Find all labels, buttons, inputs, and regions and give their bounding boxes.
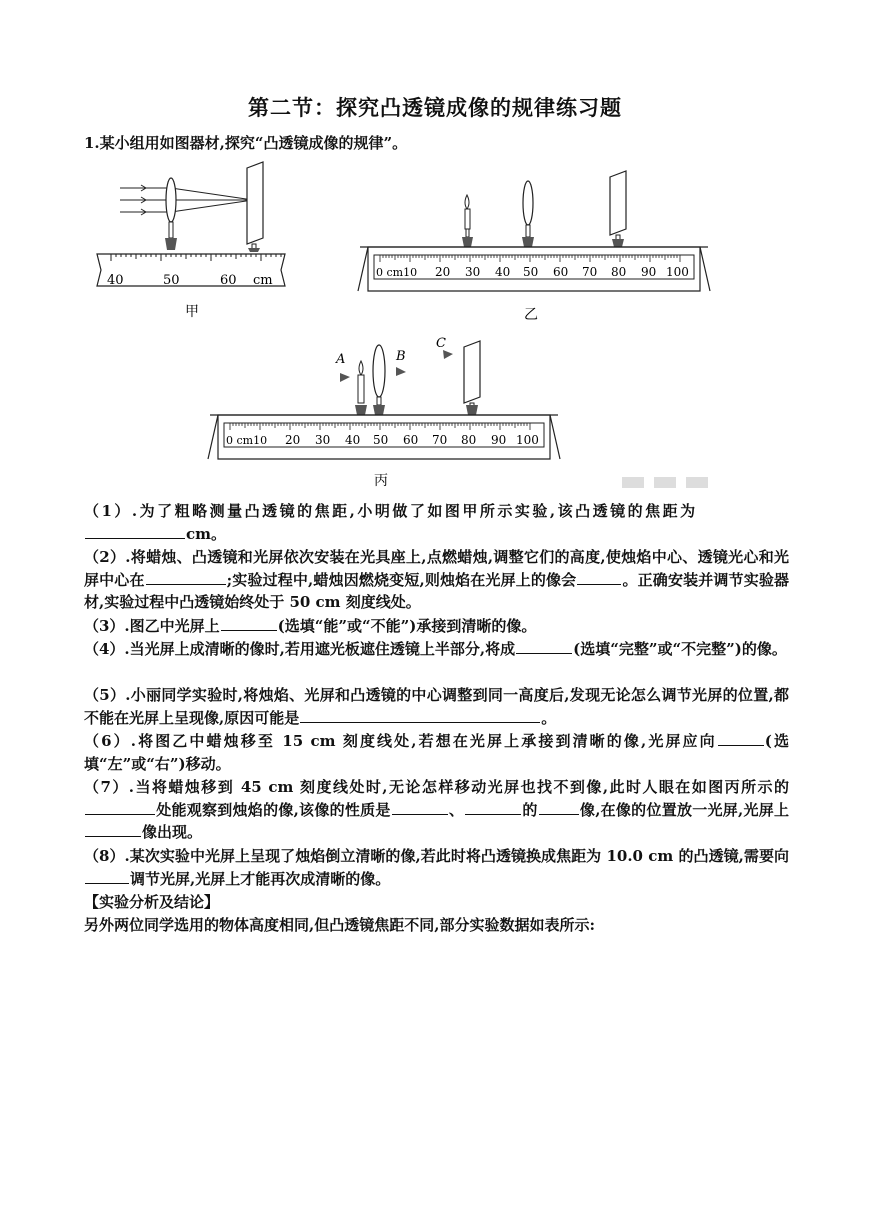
- jia-tick-50: 50: [163, 273, 180, 288]
- yi-tick-80: 80: [611, 265, 627, 279]
- jia-tick-unit: cm: [253, 273, 273, 288]
- yi-tick-0: 0 cm10: [376, 266, 418, 279]
- question-4: （4）.当光屏上成清晰的像时,若用遮光板遮住透镜上半部分,将成 (选填“完整”或“不完整”)的像。: [84, 640, 787, 658]
- question-7: （7）.当将蜡烛移到 45 cm 刻度线处时,无论怎样移动光屏也找不到像,此时人眼在如图丙所示的处能观察到烛焰的像,该像的性质是 、 的 像,在像的位置放一光屏,光屏上像出现。: [84, 778, 789, 841]
- point-b-label: B: [396, 349, 406, 364]
- question-2: （2）.将蜡烛、凸透镜和光屏依次安装在光具座上,点燃蜡烛,调整它们的高度,使烛焰中心、透镜光心和光屏中心在 ;实验过程中,蜡烛因燃烧变短,则烛焰在光屏上的像会 。正确安装并调节实验器材,实验过程中凸透镜始终处于 50 cm 刻度线处。: [84, 548, 789, 611]
- point-c-label: C: [436, 336, 446, 351]
- yi-tick-70: 70: [582, 265, 598, 279]
- answer-blank[interactable]: [577, 570, 621, 585]
- answer-blank[interactable]: [392, 800, 448, 815]
- answer-blank[interactable]: [146, 570, 226, 585]
- watermark-block: [654, 477, 676, 488]
- page-title: 第二节：探究凸透镜成像的规律练习题: [248, 95, 622, 120]
- figure-bing-caption: 丙: [374, 473, 388, 489]
- bing-tick-30: 30: [315, 433, 331, 447]
- question-intro: 1.某小组用如图器材,探究“凸透镜成像的规律”。: [84, 134, 408, 152]
- answer-blank[interactable]: [85, 822, 141, 837]
- answer-blank[interactable]: [516, 639, 572, 654]
- watermark-block: [686, 477, 708, 488]
- answer-blank[interactable]: [85, 869, 129, 884]
- yi-tick-90: 90: [641, 265, 657, 279]
- question-8: （8）.某次实验中光屏上呈现了烛焰倒立清晰的像,若此时将凸透镜换成焦距为 10.0 cm 的凸透镜,需要向调节光屏,光屏上才能再次成清晰的像。: [84, 847, 789, 888]
- bing-tick-50: 50: [373, 433, 389, 447]
- yi-tick-60: 60: [553, 265, 569, 279]
- analysis-heading: 【实验分析及结论】: [84, 893, 220, 911]
- figure-jia-caption: 甲: [185, 304, 199, 320]
- bing-tick-60: 60: [403, 433, 419, 447]
- question-5: （5）.小丽同学实验时,将烛焰、光屏和凸透镜的中心调整到同一高度后,发现无论怎么调节光屏的位置,都不能在光屏上呈现像,原因可能是 。: [84, 686, 789, 727]
- answer-blank[interactable]: [300, 708, 540, 723]
- bing-tick-80: 80: [461, 433, 477, 447]
- bing-tick-100: 100: [516, 433, 539, 447]
- answer-blank[interactable]: [465, 800, 521, 815]
- answer-blank[interactable]: [718, 731, 764, 746]
- question-3: （3）.图乙中光屏上 (选填“能”或“不能”)承接到清晰的像。: [84, 617, 537, 635]
- bing-tick-70: 70: [432, 433, 448, 447]
- point-a-label: A: [336, 352, 346, 367]
- figure-bing: [200, 333, 570, 493]
- bing-tick-20: 20: [285, 433, 301, 447]
- yi-tick-20: 20: [435, 265, 451, 279]
- yi-tick-40: 40: [495, 265, 511, 279]
- answer-blank[interactable]: [85, 800, 155, 815]
- jia-tick-40: 40: [107, 273, 124, 288]
- yi-tick-50: 50: [523, 265, 539, 279]
- question-1: （1）.为了粗略测量凸透镜的焦距,小明做了如图甲所示实验,该凸透镜的焦距为 cm。: [84, 502, 698, 543]
- bing-tick-90: 90: [491, 433, 507, 447]
- yi-tick-100: 100: [666, 265, 689, 279]
- answer-blank[interactable]: [539, 800, 579, 815]
- analysis-text: 另外两位同学选用的物体高度相同,但凸透镜焦距不同,部分实验数据如表所示:: [84, 916, 595, 934]
- yi-tick-30: 30: [465, 265, 481, 279]
- figure-yi-caption: 乙: [524, 307, 538, 323]
- bing-tick-40: 40: [345, 433, 361, 447]
- answer-blank[interactable]: [221, 616, 277, 631]
- bing-tick-0: 0 cm10: [226, 434, 268, 447]
- answer-blank[interactable]: [85, 524, 185, 539]
- question-6: （6）.将图乙中蜡烛移至 15 cm 刻度线处,若想在光屏上承接到清晰的像,光屏应向 (选填“左”或“右”)移动。: [84, 732, 789, 773]
- figure-jia: [95, 160, 295, 320]
- watermark-block: [622, 477, 644, 488]
- figure-yi: [350, 165, 720, 325]
- jia-tick-60: 60: [220, 273, 237, 288]
